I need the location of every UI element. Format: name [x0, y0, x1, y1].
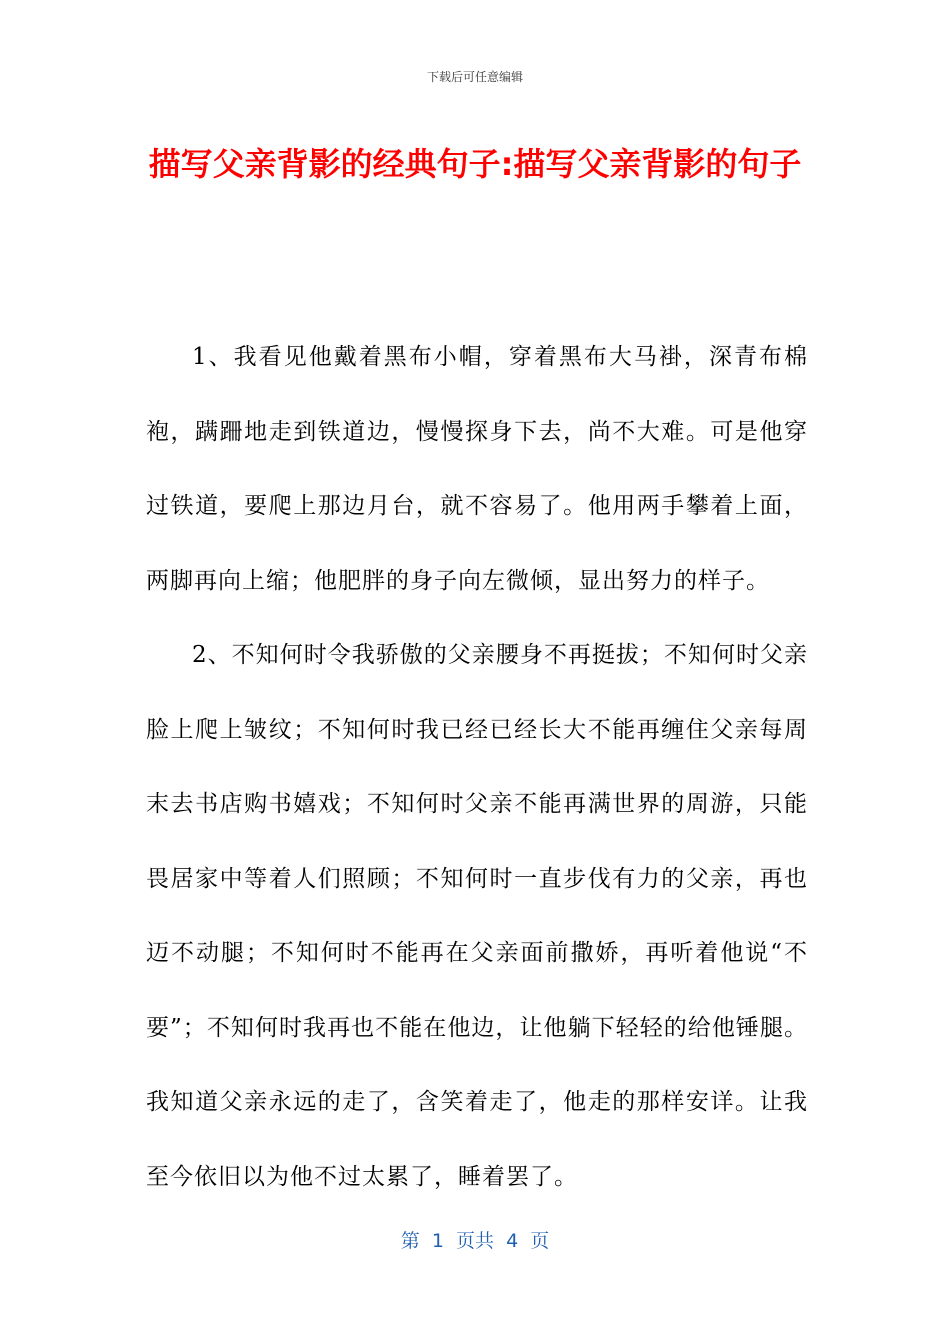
header-note: 下载后可任意编辑: [426, 70, 523, 84]
paragraph-2: 2、不知何时令我骄傲的父亲腰身不再挺拔；不知何时父亲脸上爬上皱纹；不知何时我已经已经长大不能再缠住父亲每周末去书店购书嬉戏；不知何时父亲不能再满世界的周游，只能畏居家中等着人们照顾；不知何时一直步伐有力的父亲，再也迈不动腿；不知何时不能再在父亲面前撒娇，再听着他说“不要”；不知何时我再也不能在他边，让他躺下轻轻的给他锤腿。我知道父亲永远的走了，含笑着走了，他走的那样安详。让我至今依旧以为他不过太累了，睡着罢了。: [146, 642, 808, 1190]
paragraph-1: 1、我看见他戴着黑布小帽，穿着黑布大马褂，深青布棉袍，蹒跚地走到铁道边，慢慢探身下去，尚不大难。可是他穿过铁道，要爬上那边月台，就不容易了。他用两手攀着上面，两脚再向上缩；他肥胖的身子向左微倾，显出努力的样子。: [146, 344, 808, 594]
document-body: [146, 320, 808, 1214]
document-title: 描写父亲背影的经典句子:描写父亲背影的句子: [148, 145, 802, 183]
page-number-footer: 第 1 页共 4 页: [400, 1230, 550, 1252]
